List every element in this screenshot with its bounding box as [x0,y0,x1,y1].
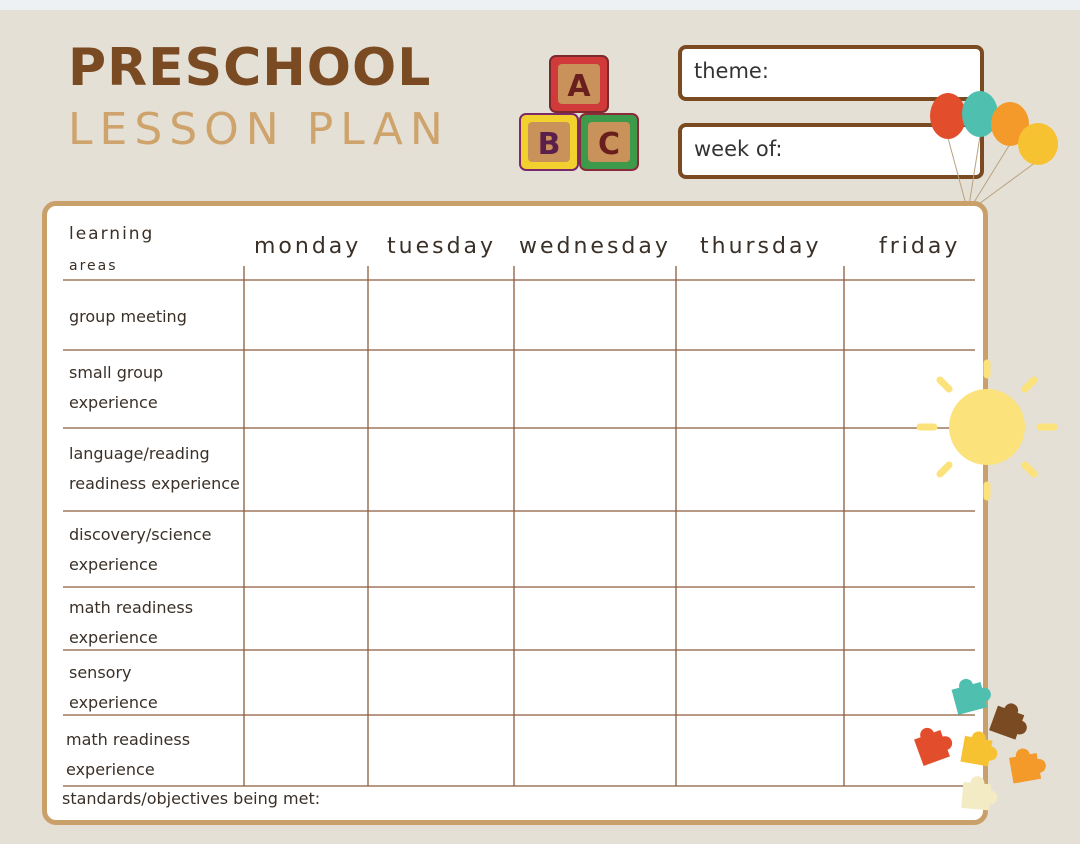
row-label-line: experience [69,393,158,412]
puzzle-teal [950,673,994,714]
abc-blocks-icon [518,52,642,176]
puzzle-brown [989,699,1033,742]
week-of-label: week of: [694,137,783,161]
block-c [580,114,638,170]
puzzle-yellow [960,729,1000,768]
day-friday: friday [879,234,961,259]
top-strip [0,0,1080,10]
row-label-line: experience [69,693,158,712]
block-letter-c: C [597,127,621,162]
row-label-discovery-science [69,520,211,580]
row-label-line: language/reading [69,444,210,463]
page-title: PRESCHOOL [68,38,432,98]
header-line-1: learning [69,224,155,244]
header-line-2: areas [69,258,118,274]
row-label-line: readiness experience [69,474,240,493]
row-label-line: group meeting [69,307,187,326]
block-letter-a: A [567,69,591,104]
row-label-group-meeting [69,302,187,332]
row-label-line: small group [69,363,164,382]
row-label-line: experience [66,760,155,779]
learning-areas-header [69,218,154,282]
row-label-math-readiness [69,593,193,653]
row-label-language-reading [69,439,240,499]
puzzle-red [912,721,957,766]
theme-label: theme: [694,59,769,83]
puzzle-cream [961,775,999,811]
block-letter-b: B [537,127,561,162]
row-label-line: experience [69,628,158,647]
standards-objectives-label: standards/objectives being met: [62,789,321,808]
day-tuesday: tuesday [387,234,497,259]
row-label-line: math readiness [69,598,194,617]
row-label-line: math readiness [66,730,191,749]
row-label-line: sensory [69,663,132,682]
day-thursday: thursday [700,234,822,259]
sun-icon [912,355,1062,505]
row-label-small-group [69,358,163,418]
row-label-sensory [69,658,158,718]
page-subtitle: LESSON PLAN [68,104,450,155]
puzzle-pieces-icon [900,672,1060,822]
row-label-math-readiness-2 [66,725,190,785]
day-wednesday: wednesday [519,234,671,259]
lesson-plan-table [42,201,988,825]
puzzle-orange [1008,745,1048,784]
block-b [520,114,578,170]
row-label-line: experience [69,555,158,574]
day-monday: monday [254,234,362,259]
row-label-line: discovery/science [69,525,212,544]
block-a [550,56,608,112]
